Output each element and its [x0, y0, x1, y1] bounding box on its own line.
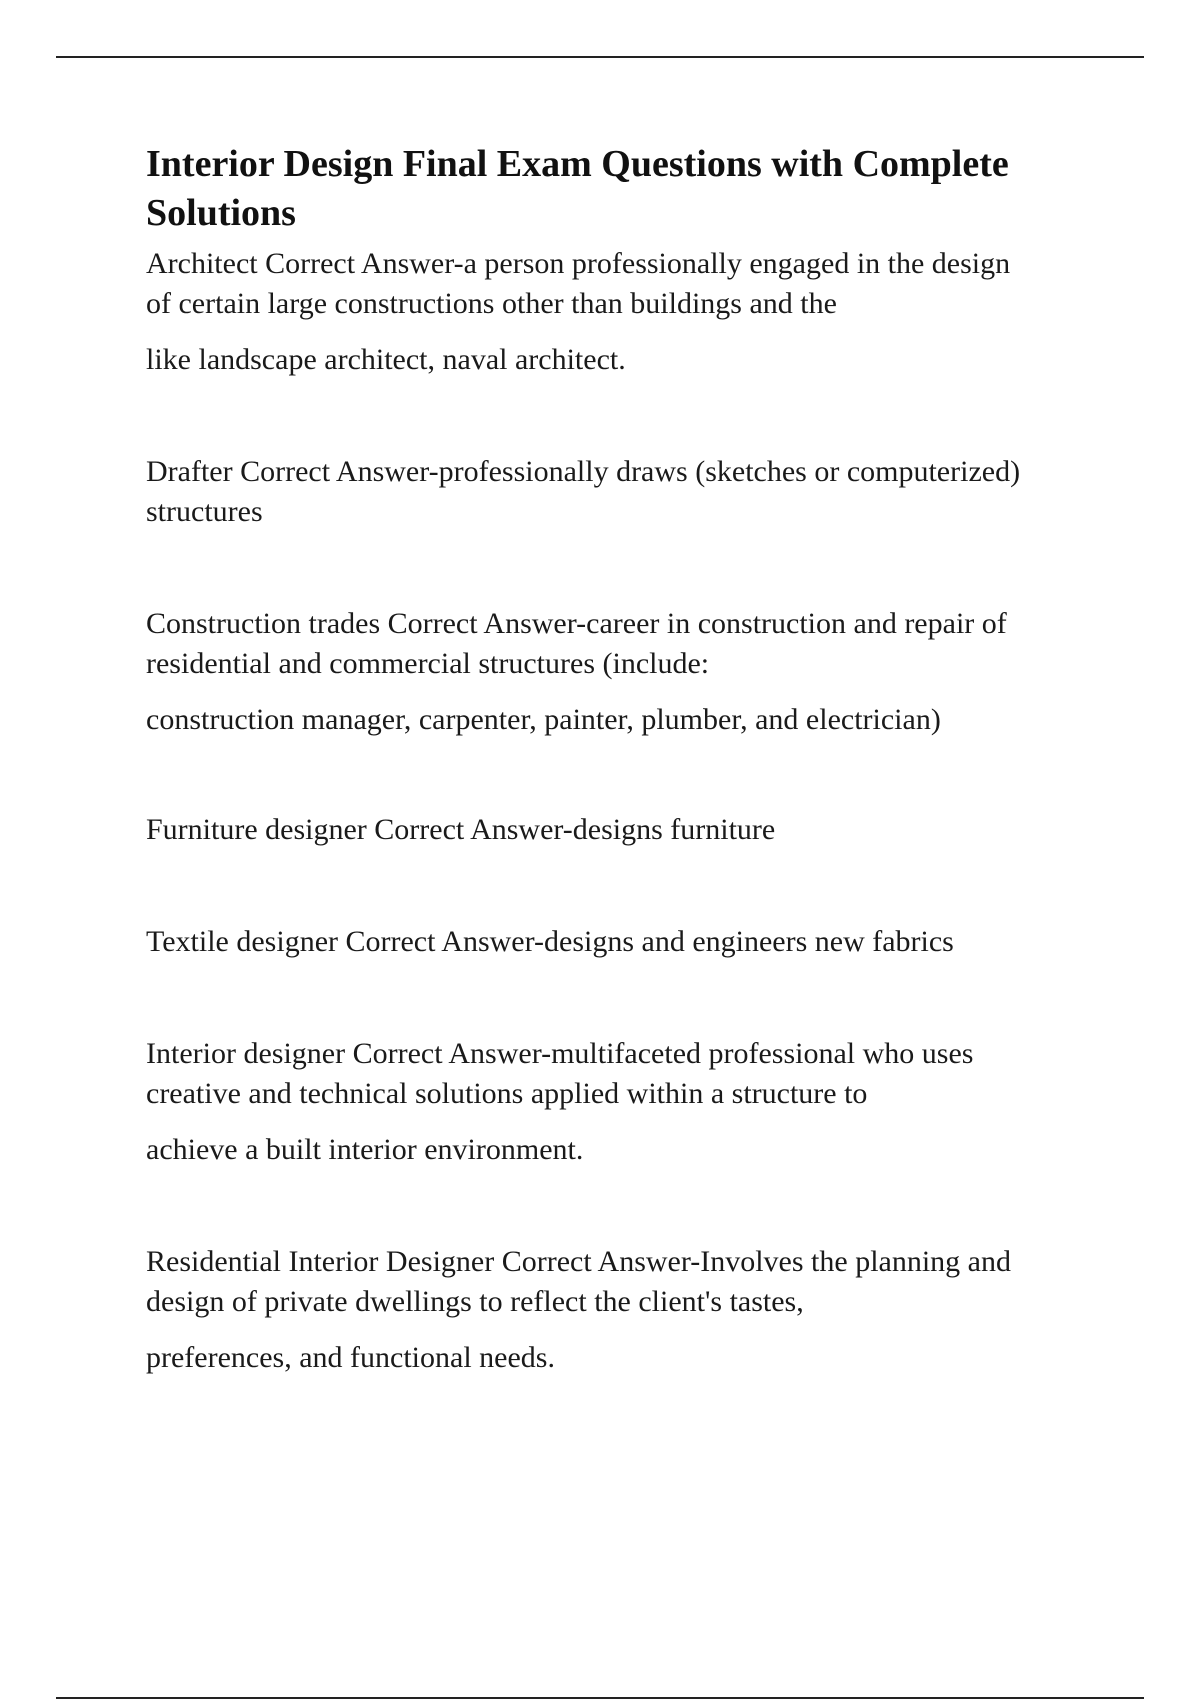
entry-interior-designer — [146, 1034, 1106, 1170]
document-title — [146, 140, 1106, 238]
entry-architect — [146, 244, 1106, 380]
entry-line: Architect Correct Answer-a person professionally engaged in the design — [146, 247, 1011, 280]
entry-line: preferences, and functional needs. — [146, 1341, 555, 1374]
entry-line: residential and commercial structures (include: — [146, 647, 710, 680]
entry-textile-designer — [146, 922, 1106, 962]
entry-construction-trades — [146, 604, 1106, 740]
entry-line: design of private dwellings to reflect the client's tastes, — [146, 1285, 804, 1318]
entry-line: Textile designer Correct Answer-designs and engineers new fabrics — [146, 925, 954, 958]
document-content — [146, 140, 1106, 1378]
entry-line: Residential Interior Designer Correct Answer-Involves the planning and — [146, 1245, 1011, 1278]
title-line-1: Interior Design Final Exam Questions with Complete — [146, 143, 1009, 185]
entry-line: Construction trades Correct Answer-career in construction and repair of — [146, 607, 1007, 640]
entry-line: of certain large constructions other than buildings and the — [146, 287, 837, 320]
entry-line: like landscape architect, naval architect. — [146, 343, 626, 376]
entry-line: Furniture designer Correct Answer-designs furniture — [146, 813, 776, 846]
title-line-2: Solutions — [146, 192, 296, 234]
entry-line: achieve a built interior environment. — [146, 1133, 584, 1166]
footer-rule — [56, 1697, 1144, 1699]
entry-line: Drafter Correct Answer-professionally draws (sketches or computerized) — [146, 455, 1021, 488]
entry-line: structures — [146, 495, 263, 528]
header-rule — [56, 56, 1144, 58]
entry-line: creative and technical solutions applied within a structure to — [146, 1077, 868, 1110]
entry-line: Interior designer Correct Answer-multifaceted professional who uses — [146, 1037, 974, 1070]
entry-furniture-designer — [146, 810, 1106, 850]
entry-drafter — [146, 452, 1106, 532]
entry-residential-interior-designer — [146, 1242, 1106, 1378]
entry-line: construction manager, carpenter, painter, plumber, and electrician) — [146, 703, 941, 736]
